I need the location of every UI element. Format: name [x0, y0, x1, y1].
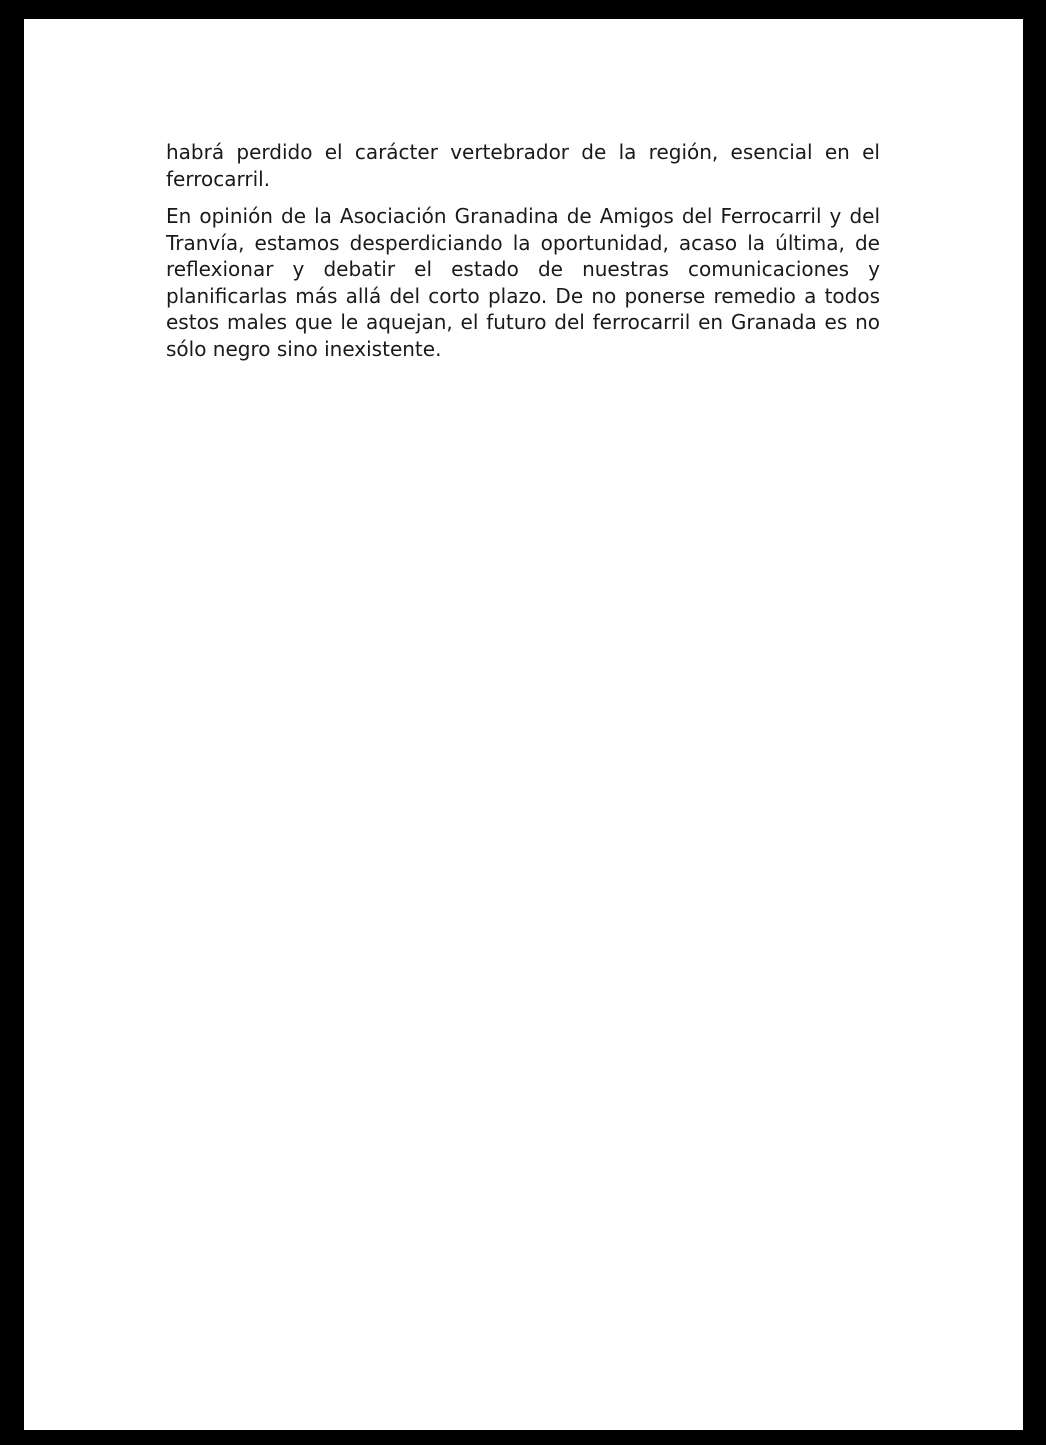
document-body	[166, 139, 880, 373]
document-page	[24, 19, 1023, 1430]
paragraph-continuation: habrá perdido el carácter vertebrador de la región, esencial en el ferrocarril.	[166, 140, 880, 191]
paragraph-opinion: En opinión de la Asociación Granadina de Amigos del Ferrocarril y del Tranvía, estamos desperdiciando la oportunidad, acaso la última, de reflexionar y debatir el estado de nuestras comunicaciones y planificarlas más allá del corto plazo. De no ponerse remedio a todos estos males que le aquejan, el futuro del ferrocarril en Granada es no sólo negro sino inexistente.	[166, 204, 880, 361]
